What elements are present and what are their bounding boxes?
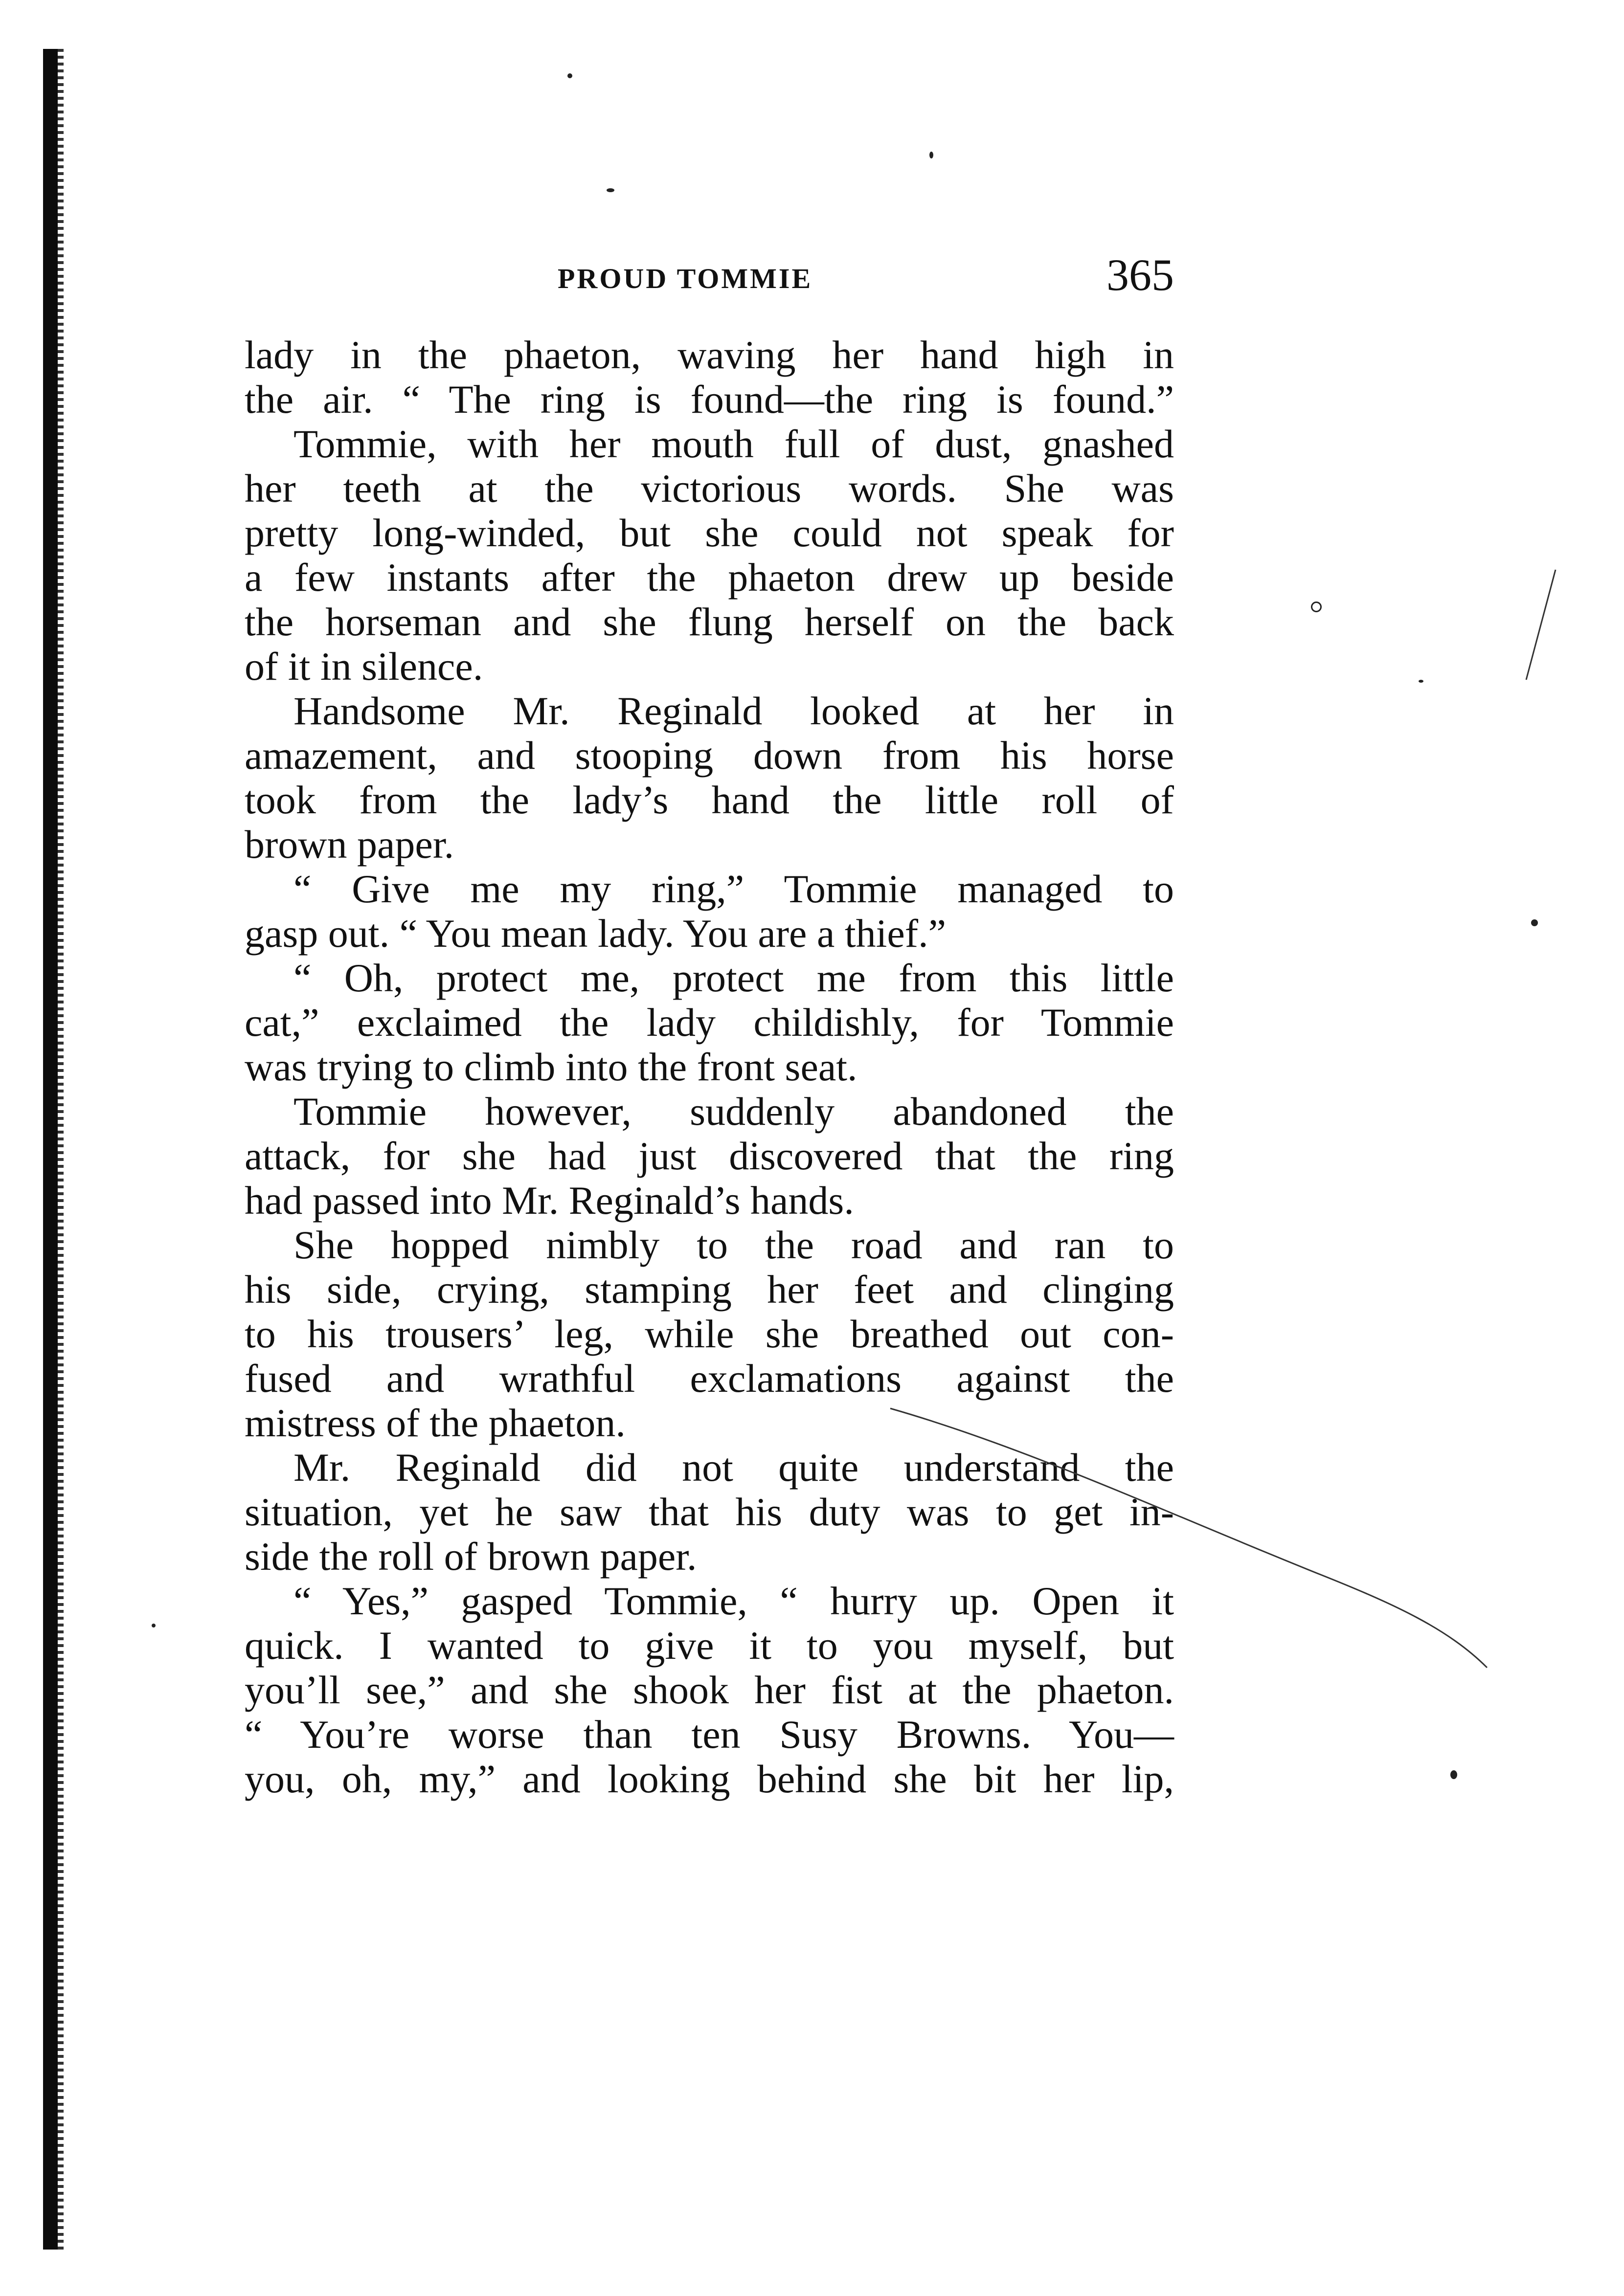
text-line: his side, crying, stamping her feet and clinging: [245, 1267, 1174, 1312]
text-line: took from the lady’s hand the little roll of: [245, 778, 1174, 822]
text-line: pretty long-winded, but she could not speak for: [245, 511, 1174, 555]
scan-speck: [1419, 680, 1423, 683]
scan-speck: [607, 188, 614, 192]
text-line: “ Oh, protect me, protect me from this little: [293, 956, 1174, 1000]
text-line: side the roll of brown paper.: [245, 1534, 697, 1579]
body-text: [245, 333, 1174, 1801]
text-line: the horseman and she flung herself on the back: [245, 600, 1174, 644]
text-line: had passed into Mr. Reginald’s hands.: [245, 1178, 854, 1223]
text-line: the air. “ The ring is found—the ring is found.”: [245, 377, 1174, 422]
scan-speck: [1450, 1770, 1457, 1779]
text-line: of it in silence.: [245, 644, 483, 689]
text-line: you, oh, my,” and looking behind she bit her lip,: [245, 1757, 1174, 1801]
text-line: you’ll see,” and she shook her fist at the phaeton.: [245, 1668, 1174, 1712]
stray-line-right: [1526, 570, 1556, 680]
text-line: fused and wrathful exclamations against the: [245, 1356, 1174, 1401]
text-line: “ Yes,” gasped Tommie, “ hurry up. Open it: [293, 1579, 1174, 1623]
page-header: [245, 250, 1174, 301]
text-line: Tommie, with her mouth full of dust, gnashed: [293, 422, 1174, 466]
text-line: Mr. Reginald did not quite understand the: [293, 1445, 1174, 1490]
book-spine-shadow: [43, 49, 58, 2250]
text-line: She hopped nimbly to the road and ran to: [293, 1223, 1174, 1267]
text-line: gasp out. “ You mean lady. You are a thief.”: [245, 911, 946, 956]
text-line: her teeth at the victorious words. She was: [245, 466, 1174, 511]
text-line: lady in the phaeton, waving her hand high in: [245, 333, 1174, 377]
scan-speck: [929, 152, 933, 158]
scan-speck: [1311, 602, 1322, 612]
text-line: mistress of the phaeton.: [245, 1401, 626, 1445]
text-line: “ Give me my ring,” Tommie managed to: [293, 867, 1174, 911]
text-line: attack, for she had just discovered that the ring: [245, 1134, 1174, 1178]
text-line: to his trousers’ leg, while she breathed out con-: [245, 1312, 1174, 1356]
text-line: a few instants after the phaeton drew up beside: [245, 555, 1174, 600]
book-spine-edge: [58, 49, 64, 2250]
scan-speck: [1531, 919, 1538, 926]
running-title: PROUD TOMMIE: [558, 263, 813, 294]
text-line: amazement, and stooping down from his horse: [245, 733, 1174, 778]
text-line: brown paper.: [245, 822, 454, 867]
text-line: Handsome Mr. Reginald looked at her in: [293, 689, 1174, 733]
text-line: was trying to climb into the front seat.: [245, 1045, 857, 1089]
text-line: quick. I wanted to give it to you myself, but: [245, 1623, 1174, 1668]
text-line: cat,” exclaimed the lady childishly, for Tommie: [245, 1000, 1174, 1045]
text-line: Tommie however, suddenly abandoned the: [293, 1089, 1174, 1134]
text-line: situation, yet he saw that his duty was to get in-: [245, 1490, 1174, 1534]
scan-speck: [567, 73, 572, 78]
page-number: 365: [1106, 250, 1174, 300]
text-line: “ You’re worse than ten Susy Browns. You—: [245, 1712, 1174, 1757]
scan-speck: [152, 1624, 156, 1627]
